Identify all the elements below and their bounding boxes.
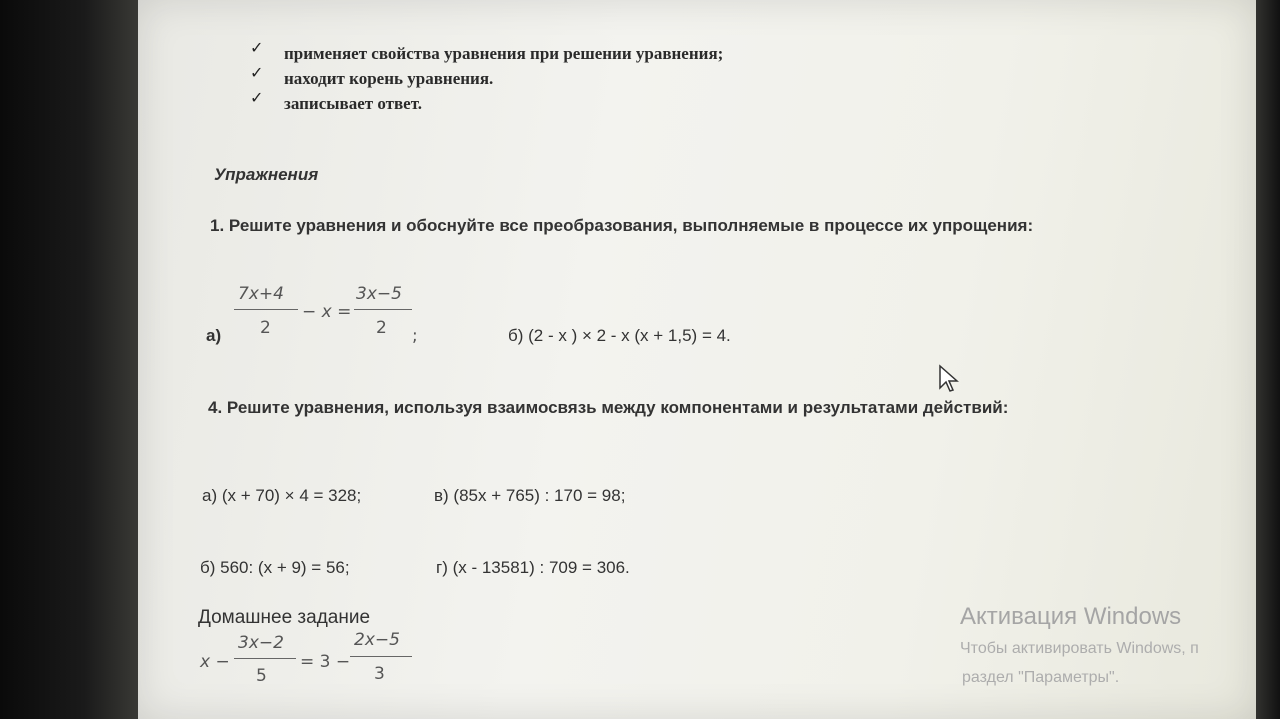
fraction-denominator: 2 bbox=[376, 318, 387, 338]
task-4-text: 4. Решите уравнения, используя взаимосвязь между компонентами и результатами действий: bbox=[208, 398, 1009, 417]
equation-middle: − x = bbox=[302, 302, 352, 322]
fraction-denominator: 3 bbox=[374, 664, 385, 684]
fraction-bar bbox=[354, 309, 412, 310]
check-icon: ✓ bbox=[250, 38, 264, 57]
task-4b: б) 560: (x + 9) = 56; bbox=[200, 558, 350, 577]
fraction-bar bbox=[350, 656, 412, 657]
windows-activation-title: Активация Windows bbox=[960, 603, 1182, 630]
homework-middle: = 3 − bbox=[300, 652, 351, 672]
task-4g: г) (x - 13581) : 709 = 306. bbox=[436, 558, 630, 577]
fraction-numerator: 2x−5 bbox=[354, 630, 400, 650]
fraction-numerator: 3x−5 bbox=[356, 284, 402, 304]
monitor-bezel-left bbox=[0, 0, 140, 719]
fraction-denominator: 5 bbox=[256, 666, 267, 686]
task-4a: а) (x + 70) × 4 = 328; bbox=[202, 486, 362, 505]
mouse-cursor-icon bbox=[938, 364, 962, 394]
criteria-item: записывает ответ. bbox=[284, 94, 423, 113]
semicolon: ; bbox=[412, 326, 418, 346]
fraction-numerator: 3x−2 bbox=[238, 633, 284, 653]
homework-title: Домашнее задание bbox=[198, 607, 371, 628]
fraction-bar bbox=[234, 309, 298, 310]
windows-activation-line: раздел "Параметры". bbox=[962, 669, 1120, 686]
homework-x: x − bbox=[200, 652, 230, 672]
check-icon: ✓ bbox=[250, 88, 264, 107]
fraction-denominator: 2 bbox=[260, 318, 271, 338]
criteria-item: находит корень уравнения. bbox=[284, 69, 494, 88]
task-1b: б) (2 - x ) × 2 - x (x + 1,5) = 4. bbox=[508, 326, 731, 345]
section-heading: Упражнения bbox=[214, 165, 319, 184]
task-1-text: 1. Решите уравнения и обоснуйте все преобразования, выполняемые в процессе их упрощения: bbox=[210, 216, 1034, 235]
windows-activation-line: Чтобы активировать Windows, п bbox=[960, 640, 1199, 657]
fraction-numerator: 7x+4 bbox=[238, 284, 284, 304]
criteria-item: применяет свойства уравнения при решении уравнения; bbox=[284, 44, 724, 63]
task-1a-label: а) bbox=[206, 326, 222, 345]
fraction-bar bbox=[234, 658, 296, 659]
check-icon: ✓ bbox=[250, 63, 264, 82]
task-4v: в) (85x + 765) : 170 = 98; bbox=[434, 486, 626, 505]
document-page bbox=[138, 0, 1256, 719]
